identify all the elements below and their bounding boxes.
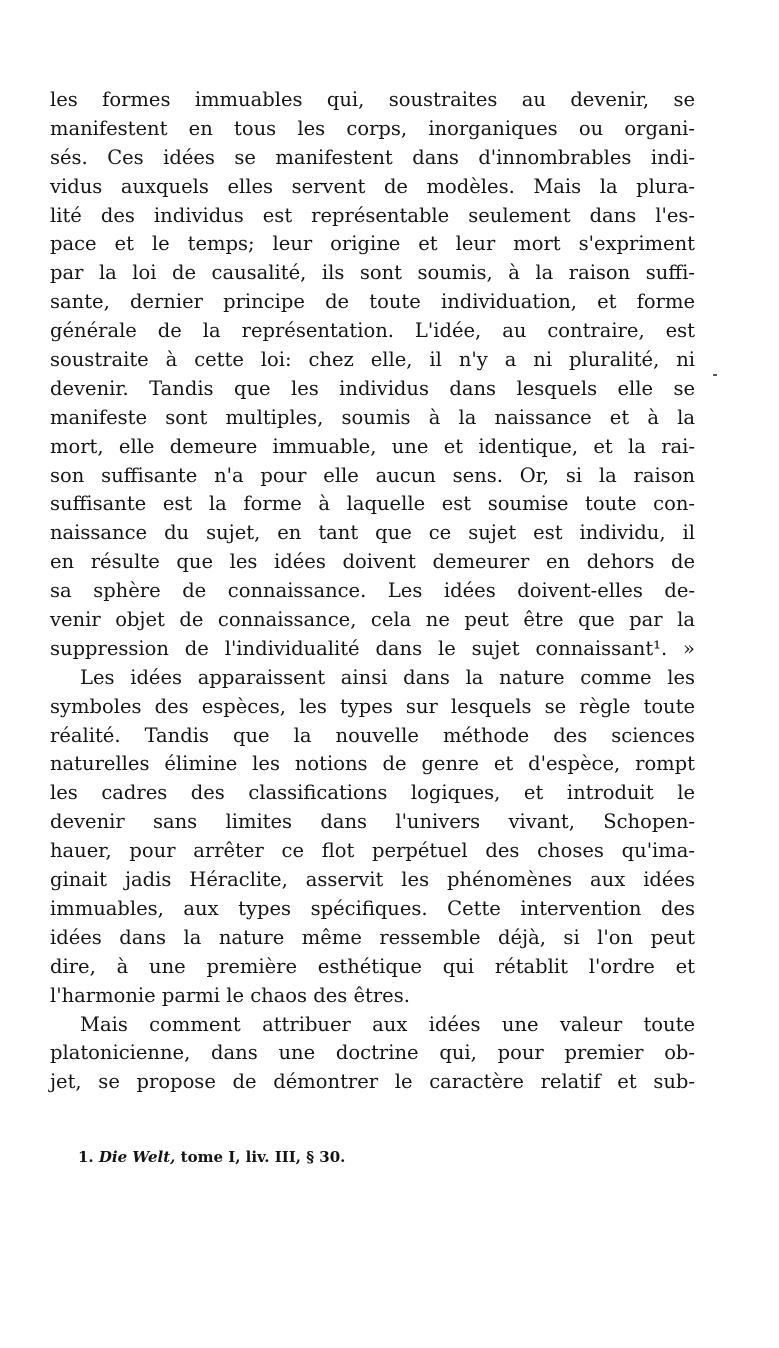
text-line: mort, elle demeure immuable, une et identique, et la rai-: [50, 434, 695, 458]
text-line: générale de la représentation. L'idée, au contraire, est: [50, 319, 695, 343]
text-line: vidus auxquels elles servent de modèles. Mais la plura-: [50, 174, 695, 198]
text-line: hauer, pour arrêter ce flot perpétuel des choses qu'ima-: [50, 839, 695, 863]
text-line: platonicienne, dans une doctrine qui, pour premier ob-: [50, 1041, 695, 1065]
footnote-work-title: Die Welt,: [98, 1148, 176, 1166]
footnote: [78, 1148, 345, 1166]
text-line: réalité. Tandis que la nouvelle méthode des sciences: [50, 723, 695, 747]
paragraph-1: [50, 86, 695, 664]
text-line: suppression de l'individualité dans le sujet connaissant¹. »: [50, 636, 695, 660]
text-line: immuables, aux types spécifiques. Cette intervention des: [50, 896, 695, 920]
text-line: suffisante est la forme à laquelle est soumise toute con-: [50, 492, 695, 516]
text-line: ginait jadis Héraclite, asservit les phénomènes aux idées: [50, 868, 695, 892]
text-line: lité des individus est représentable seulement dans l'es-: [50, 203, 695, 227]
text-line: idées dans la nature même ressemble déjà, si l'on peut: [50, 925, 695, 949]
footnote-reference: tome I, liv. III, § 30.: [180, 1148, 346, 1166]
text-line: sa sphère de connaissance. Les idées doivent-elles de-: [50, 579, 695, 603]
text-line: manifeste sont multiples, soumis à la naissance et à la: [50, 405, 695, 429]
text-line: Les idées apparaissent ainsi dans la nature comme les: [80, 665, 695, 689]
text-line: sante, dernier principe de toute individuation, et forme: [50, 290, 695, 314]
text-line: en résulte que les idées doivent demeurer en dehors de: [50, 550, 695, 574]
text-line: l'harmonie parmi le chaos des êtres.: [50, 983, 410, 1007]
text-line: Mais comment attribuer aux idées une valeur toute: [80, 1012, 695, 1036]
text-line: devenir. Tandis que les individus dans lesquels elle se: [50, 376, 695, 400]
text-line: par la loi de causalité, ils sont soumis, à la raison suffi-: [50, 261, 695, 285]
footnote-number: 1.: [78, 1148, 94, 1166]
text-line: naturelles élimine les notions de genre et d'espèce, rompt: [50, 752, 695, 776]
text-line: devenir sans limites dans l'univers vivant, Schopen-: [50, 810, 695, 834]
text-line: naissance du sujet, en tant que ce sujet est individu, il: [50, 521, 695, 545]
text-line: son suffisante n'a pour elle aucun sens. Or, si la raison: [50, 463, 695, 487]
print-speck: [713, 374, 717, 376]
text-line: dire, à une première esthétique qui rétablit l'ordre et: [50, 954, 695, 978]
text-line: manifestent en tous les corps, inorganiques ou organi-: [50, 116, 695, 140]
text-line: soustraite à cette loi: chez elle, il n'y a ni pluralité, ni: [50, 348, 695, 372]
text-line: les cadres des classifications logiques, et introduit le: [50, 781, 695, 805]
text-line: jet, se propose de démontrer le caractère relatif et sub-: [50, 1070, 695, 1094]
paragraph-2: [50, 664, 695, 1011]
body-text: [50, 86, 695, 1097]
text-line: symboles des espèces, les types sur lesquels se règle toute: [50, 694, 695, 718]
text-line: pace et le temps; leur origine et leur mort s'expriment: [50, 232, 695, 256]
paragraph-3: [50, 1011, 695, 1098]
text-line: les formes immuables qui, soustraites au devenir, se: [50, 88, 695, 111]
text-line: venir objet de connaissance, cela ne peut être que par la: [50, 608, 695, 632]
text-line: sés. Ces idées se manifestent dans d'innombrables indi-: [50, 145, 695, 169]
